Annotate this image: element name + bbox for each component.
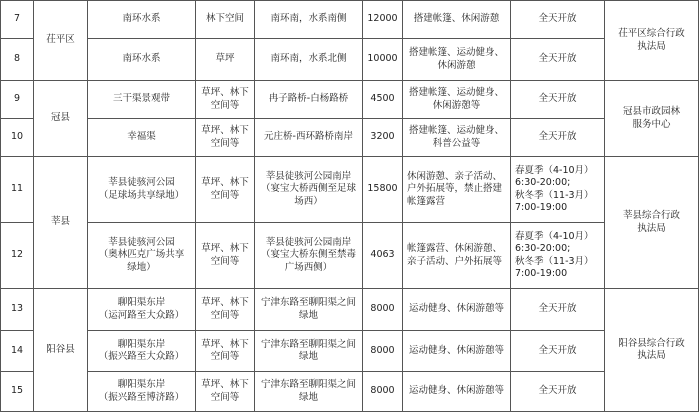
- table-row: [1, 157, 699, 223]
- activities: 运动健身、休闲游憩等: [403, 331, 511, 372]
- opening-hours: 全天开放: [511, 331, 605, 372]
- space-type: 草坪: [196, 39, 255, 81]
- activities: 搭建帐篷、运动健身、 科普公益等: [403, 119, 511, 157]
- opening-hours: 全天开放: [511, 39, 605, 81]
- row-number: 11: [1, 157, 34, 223]
- activities: 搭建帐篷、运动健身、 休闲游憩等: [403, 81, 511, 119]
- opening-hours: 全天开放: [511, 372, 605, 412]
- park-name: 莘县徒骇河公园 （足球场共享绿地）: [88, 157, 196, 223]
- opening-hours: 全天开放: [511, 1, 605, 39]
- opening-hours: 全天开放: [511, 119, 605, 157]
- location: 宁津东路至聊阳渠之间 绿地: [255, 372, 363, 412]
- row-number: 10: [1, 119, 34, 157]
- location: 莘县徒骇河公园南岸 （宴宝大桥东侧至禁毒 广场西侧）: [255, 223, 363, 289]
- row-number: 14: [1, 331, 34, 372]
- row-number: 12: [1, 223, 34, 289]
- park-name: 聊阳渠东岸 （振兴路至大众路）: [88, 331, 196, 372]
- row-number: 7: [1, 1, 34, 39]
- activities: 运动健身、休闲游憩等: [403, 289, 511, 331]
- park-name: 幸福渠: [88, 119, 196, 157]
- opening-hours: 春夏季（4-10月） 6:30-20:00; 秋冬季（11-3月） 7:00-19:00: [511, 223, 605, 289]
- location: 南环南，水系南侧: [255, 1, 363, 39]
- table-row: [1, 1, 699, 39]
- area-size: 8000: [363, 372, 403, 412]
- location: 冉子路桥-白杨路桥: [255, 81, 363, 119]
- space-type: 草坪、林下 空间等: [196, 81, 255, 119]
- activities: 搭建帐篷、运动健身、 休闲游憩: [403, 39, 511, 81]
- space-type: 草坪、林下 空间等: [196, 223, 255, 289]
- county-cell: 阳谷县: [34, 289, 88, 412]
- area-size: 4500: [363, 81, 403, 119]
- area-size: 8000: [363, 331, 403, 372]
- location: 南环南，水系北侧: [255, 39, 363, 81]
- space-type: 草坪、林下 空间等: [196, 119, 255, 157]
- county-cell: 茌平区: [34, 1, 88, 81]
- location: 宁津东路至聊阳渠之间 绿地: [255, 331, 363, 372]
- table-row: [1, 289, 699, 331]
- park-name: 南环水系: [88, 39, 196, 81]
- row-number: 8: [1, 39, 34, 81]
- location: 宁津东路至聊阳渠之间 绿地: [255, 289, 363, 331]
- area-size: 10000: [363, 39, 403, 81]
- area-size: 3200: [363, 119, 403, 157]
- opening-hours: 春夏季（4-10月） 6:30-20:00; 秋冬季（11-3月） 7:00-19:00: [511, 157, 605, 223]
- table-row: [1, 119, 699, 157]
- activities: 帐篷露营、休闲游憩、 亲子活动、户外拓展等: [403, 223, 511, 289]
- activities: 运动健身、休闲游憩等: [403, 372, 511, 412]
- opening-hours: 全天开放: [511, 81, 605, 119]
- table-row: [1, 81, 699, 119]
- location: 元庄桥-西环路桥南岸: [255, 119, 363, 157]
- park-name: 三干渠景观带: [88, 81, 196, 119]
- county-cell: 冠县: [34, 81, 88, 157]
- park-name: 南环水系: [88, 1, 196, 39]
- county-cell: 莘县: [34, 157, 88, 289]
- managing-agency: 茌平区综合行政 执法局: [605, 1, 699, 81]
- park-name: 聊阳渠东岸 （运河路至大众路）: [88, 289, 196, 331]
- space-type: 草坪、林下 空间等: [196, 372, 255, 412]
- area-size: 4063: [363, 223, 403, 289]
- opening-hours: 全天开放: [511, 289, 605, 331]
- area-size: 12000: [363, 1, 403, 39]
- area-size: 15800: [363, 157, 403, 223]
- row-number: 15: [1, 372, 34, 412]
- table-row: [1, 223, 699, 289]
- row-number: 13: [1, 289, 34, 331]
- managing-agency: 莘县综合行政 执法局: [605, 157, 699, 289]
- space-type: 林下空间: [196, 1, 255, 39]
- activities: 搭建帐篷、休闲游憩: [403, 1, 511, 39]
- activities: 休闲游憩、亲子活动、 户外拓展等，禁止搭建 帐篷露营: [403, 157, 511, 223]
- table-row: [1, 372, 699, 412]
- table-row: [1, 39, 699, 81]
- park-name: 莘县徒骇河公园 （奥林匹克广场共享 绿地）: [88, 223, 196, 289]
- row-number: 9: [1, 81, 34, 119]
- table-row: [1, 331, 699, 372]
- managing-agency: 冠县市政园林 服务中心: [605, 81, 699, 157]
- park-name: 聊阳渠东岸 （振兴路至博济路）: [88, 372, 196, 412]
- space-type: 草坪、林下 空间等: [196, 157, 255, 223]
- location: 莘县徒骇河公园南岸 （宴宝大桥西侧至足球 场西）: [255, 157, 363, 223]
- managing-agency: 阳谷县综合行政 执法局: [605, 289, 699, 412]
- space-type: 草坪、林下 空间等: [196, 331, 255, 372]
- area-size: 8000: [363, 289, 403, 331]
- space-type: 草坪、林下 空间等: [196, 289, 255, 331]
